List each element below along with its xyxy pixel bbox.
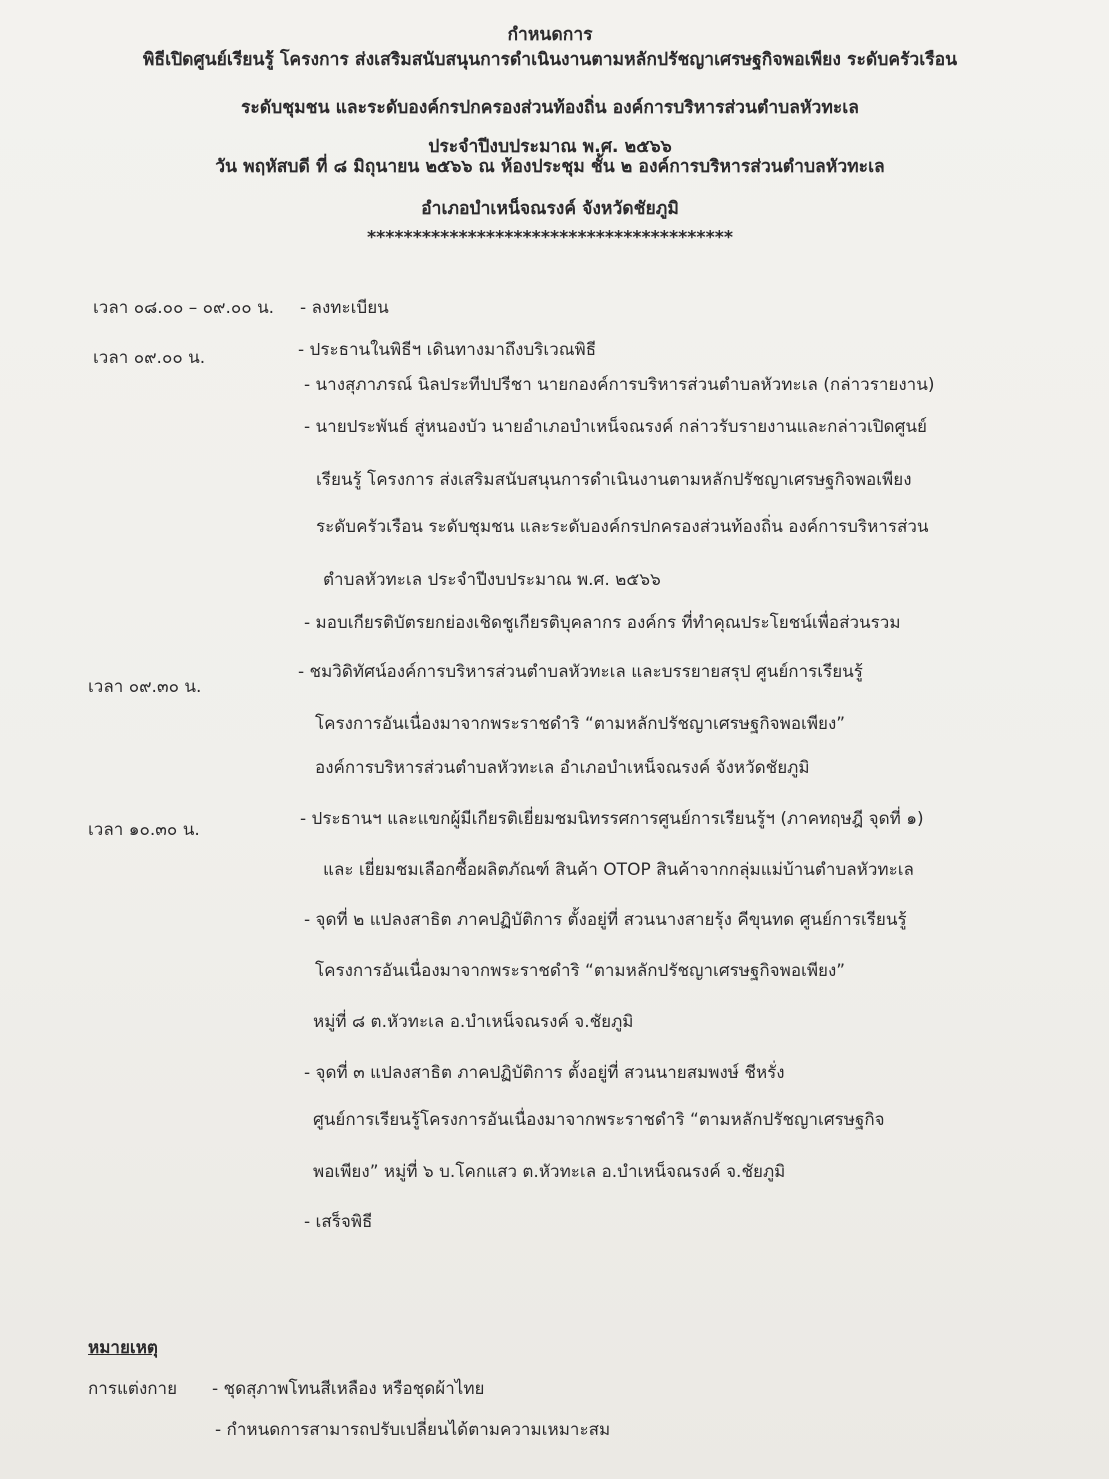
schedule-time-4: เวลา ๑๐.๓๐ น. <box>88 820 200 840</box>
document-title: กำหนดการ <box>507 25 593 45</box>
schedule-item-2d: - มอบเกียรติบัตรยกย่องเชิดชูเกียรติบุคลากร องค์กร ที่ทำคุณประโยชน์เพื่อส่วนรวม <box>304 613 901 633</box>
header-line-3: ประจำปีงบประมาณ พ.ศ. ๒๕๖๖ <box>428 137 672 157</box>
header-line-2: ระดับชุมชน และระดับองค์กรปกครองส่วนท้องถิ่น องค์การบริหารส่วนตำบลหัวทะเล <box>241 98 859 118</box>
schedule-item-closing: - เสร็จพิธี <box>304 1212 373 1232</box>
schedule-item-4h: พอเพียง” หมู่ที่ ๖ บ.โคกแสว ต.หัวทะเล อ.บำเหน็จณรงค์ จ.ชัยภูมิ <box>313 1162 786 1182</box>
schedule-item-4e: หมู่ที่ ๘ ต.หัวทะเล อ.บำเหน็จณรงค์ จ.ชัยภูมิ <box>313 1012 634 1032</box>
notes-heading: หมายเหตุ <box>88 1338 158 1358</box>
schedule-item-registration: - ลงทะเบียน <box>300 298 389 318</box>
schedule-item-4g: ศูนย์การเรียนรู้โครงการอันเนื่องมาจากพระราชดำริ “ตามหลักปรัชญาเศรษฐกิจ <box>313 1110 885 1130</box>
schedule-time-2: เวลา ๐๙.๐๐ น. <box>93 348 206 368</box>
schedule-item-2c-line1: - นายประพันธ์ สู่หนองบัว นายอำเภอบำเหน็จณรงค์ กล่าวรับรายงานและกล่าวเปิดศูนย์ <box>304 417 927 437</box>
schedule-item-2c-line4: ตำบลหัวทะเล ประจำปีงบประมาณ พ.ศ. ๒๕๖๖ <box>323 570 661 590</box>
notes-dress-label: การแต่งกาย <box>88 1379 178 1399</box>
schedule-item-3a: - ชมวิดิทัศน์องค์การบริหารส่วนตำบลหัวทะเล และบรรยายสรุป ศูนย์การเรียนรู้ <box>298 662 863 682</box>
schedule-time-3: เวลา ๐๙.๓๐ น. <box>88 677 202 697</box>
header-line-4: วัน พฤหัสบดี ที่ ๘ มิถุนายน ๒๕๖๖ ณ ห้องประชุม ชั้น ๒ องค์การบริหารส่วนตำบลหัวทะเล <box>215 157 885 177</box>
schedule-item-2a: - ประธานในพิธีฯ เดินทางมาถึงบริเวณพิธี <box>298 340 597 360</box>
schedule-time-1: เวลา ๐๘.๐๐ – ๐๙.๐๐ น. <box>93 298 275 318</box>
schedule-item-4b: และ เยี่ยมชมเลือกซื้อผลิตภัณฑ์ สินค้า OTOP สินค้าจากกลุ่มแม่บ้านตำบลหัวทะเล <box>323 860 914 880</box>
header-stars: **************************************** <box>366 228 734 248</box>
schedule-item-4d: โครงการอันเนื่องมาจากพระราชดำริ “ตามหลักปรัชญาเศรษฐกิจพอเพียง” <box>315 961 846 981</box>
notes-item-2: - กำหนดการสามารถปรับเปลี่ยนได้ตามความเหมาะสม <box>215 1420 611 1440</box>
schedule-item-2b: - นางสุภาภรณ์ นิลประทีปปรีชา นายกองค์การบริหารส่วนตำบลหัวทะเล (กล่าวรายงาน) <box>304 375 935 395</box>
header-line-1: พิธีเปิดศูนย์เรียนรู้ โครงการ ส่งเสริมสนับสนุนการดำเนินงานตามหลักปรัชญาเศรษฐกิจพอเพียง ระดับครัวเรือน <box>142 50 958 70</box>
schedule-item-3b: โครงการอันเนื่องมาจากพระราชดำริ “ตามหลักปรัชญาเศรษฐกิจพอเพียง” <box>315 714 846 734</box>
schedule-item-4c: - จุดที่ ๒ แปลงสาธิต ภาคปฏิบัติการ ตั้งอยู่ที่ สวนนางสายรุ้ง คีขุนทด ศูนย์การเรียนรู้ <box>304 910 907 930</box>
schedule-item-2c-line3: ระดับครัวเรือน ระดับชุมชน และระดับองค์กรปกครองส่วนท้องถิ่น องค์การบริหารส่วน <box>316 517 929 537</box>
header-line-5: อำเภอบำเหน็จณรงค์ จังหวัดชัยภูมิ <box>421 199 679 219</box>
schedule-item-4f: - จุดที่ ๓ แปลงสาธิต ภาคปฏิบัติการ ตั้งอยู่ที่ สวนนายสมพงษ์ ชีหรั่ง <box>304 1063 785 1083</box>
schedule-item-2c-line2: เรียนรู้ โครงการ ส่งเสริมสนับสนุนการดำเนินงานตามหลักปรัชญาเศรษฐกิจพอเพียง <box>316 470 912 490</box>
schedule-item-3c: องค์การบริหารส่วนตำบลหัวทะเล อำเภอบำเหน็จณรงค์ จังหวัดชัยภูมิ <box>315 758 810 778</box>
notes-item-1: - ชุดสุภาพโทนสีเหลือง หรือชุดผ้าไทย <box>212 1379 485 1399</box>
schedule-item-4a: - ประธานฯ และแขกผู้มีเกียรติเยี่ยมชมนิทรรศการศูนย์การเรียนรู้ฯ (ภาคทฤษฎี จุดที่ ๑) <box>300 809 924 829</box>
